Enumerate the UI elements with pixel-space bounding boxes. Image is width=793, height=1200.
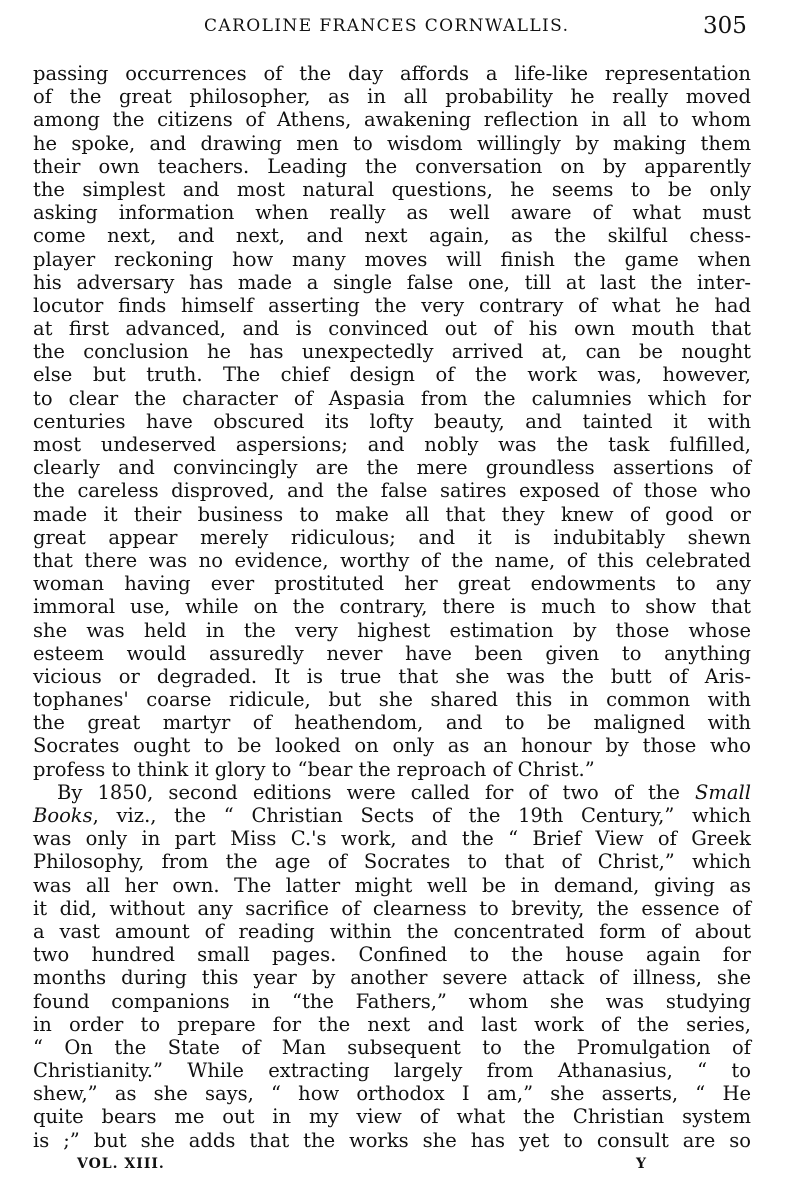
text-line: most undeserved aspersions; and nobly was the task fulfilled, xyxy=(33,433,751,456)
text-line: he spoke, and drawing men to wisdom willingly by making them xyxy=(33,131,751,155)
text-line: clearly and convincingly are the mere groundless assertions of xyxy=(33,456,751,480)
signature-mark: Y xyxy=(636,1156,646,1172)
page-header xyxy=(0,13,793,40)
text-line: the great martyr of heathendom, and to be maligned with xyxy=(33,711,751,735)
text-line: vicious or degraded. It is true that she was the butt of Aris- xyxy=(33,664,751,688)
text-line: a vast amount of reading within the concentrated form of about xyxy=(33,919,751,943)
text-line: was only in part Miss C.'s work, and the “ Brief View of Greek xyxy=(33,827,751,851)
text-line: in order to prepare for the next and last work of the series, xyxy=(33,1012,751,1036)
body-text xyxy=(33,62,751,1152)
text-line: among the citizens of Athens, awakening reflection in all to whom xyxy=(33,108,751,132)
text-line: made it their business to make all that they knew of good or xyxy=(33,502,751,526)
text-line: the conclusion he has unexpectedly arrived at, can be nought xyxy=(33,340,751,364)
text-line: player reckoning how many moves will finish the game when xyxy=(33,247,751,271)
text-line: she was held in the very highest estimation by those whose xyxy=(33,618,751,642)
text-line: Socrates ought to be looked on only as an honour by those who xyxy=(33,734,751,758)
text-line: shew,” as she says, “ how orthodox I am,” she asserts, “ He xyxy=(33,1082,751,1106)
text-line: his adversary has made a single false one, till at last the inter- xyxy=(33,270,751,294)
paragraph-2 xyxy=(33,781,751,1152)
text-line: else but truth. The chief design of the work was, however, xyxy=(33,363,751,387)
text-line: to clear the character of Aspasia from the calumnies which for xyxy=(33,386,751,410)
text-line: Books, viz., the “ Christian Sects of the 19th Century,” which xyxy=(33,804,751,827)
running-title: CAROLINE FRANCES CORNWALLIS. xyxy=(204,16,570,36)
page-number: 305 xyxy=(703,13,747,39)
text-line: the simplest and most natural questions, he seems to be only xyxy=(33,177,751,201)
text-line: months during this year by another severe attack of illness, she xyxy=(33,966,751,990)
text-line: two hundred small pages. Confined to the house again for xyxy=(33,943,751,967)
text-line: passing occurrences of the day affords a life-like representation xyxy=(33,62,751,85)
text-line: quite bears me out in my view of what the Christian system xyxy=(33,1105,751,1129)
text-line: centuries have obscured its lofty beauty, and tainted it with xyxy=(33,409,751,433)
text-line: that there was no evidence, worthy of the name, of this celebrated xyxy=(33,548,751,572)
text-line: profess to think it glory to “bear the reproach of Christ.” xyxy=(33,757,595,781)
text-line: of the great philosopher, as in all probability he really moved xyxy=(33,85,751,109)
italic-title: Books xyxy=(33,804,93,827)
text-line: found companions in “the Fathers,” whom she was studying xyxy=(33,989,751,1013)
text-line: is ;” but she adds that the works she has yet to consult are so xyxy=(33,1128,751,1152)
paragraph-1 xyxy=(33,62,751,781)
text-line: come next, and next, and next again, as the skilful chess- xyxy=(33,224,751,248)
text-line: woman having ever prostituted her great endowments to any xyxy=(33,572,751,596)
text-line: the careless disproved, and the false satires exposed of those who xyxy=(33,479,751,503)
text-line: immoral use, while on the contrary, there is much to show that xyxy=(33,595,751,619)
text-line: great appear merely ridiculous; and it is indubitably shewn xyxy=(33,525,751,549)
text-line: Christianity.” While extracting largely from Athanasius, “ to xyxy=(33,1059,751,1083)
page-footer xyxy=(0,1156,793,1178)
text-line: locutor finds himself asserting the very contrary of what he had xyxy=(33,293,751,317)
text-line: it did, without any sacrifice of clearness to brevity, the essence of xyxy=(33,896,751,920)
text-line: asking information when really as well aware of what must xyxy=(33,201,751,225)
text-line: Philosophy, from the age of Socrates to that of Christ,” which xyxy=(33,850,751,874)
text-line: By 1850, second editions were called for of two of the Small xyxy=(57,780,751,804)
italic-title: Small xyxy=(695,780,751,804)
text-line: their own teachers. Leading the conversation on by apparently xyxy=(33,154,751,178)
text-line: esteem would assuredly never have been given to anything xyxy=(33,641,751,665)
text-line: was all her own. The latter might well be in demand, giving as xyxy=(33,873,751,897)
text-line: at first advanced, and is convinced out of his own mouth that xyxy=(33,317,751,341)
text-line: tophanes' coarse ridicule, but she shared this in common with xyxy=(33,688,751,712)
volume-number: VOL. XIII. xyxy=(77,1156,165,1172)
text-line: “ On the State of Man subsequent to the Promulgation of xyxy=(33,1035,751,1059)
